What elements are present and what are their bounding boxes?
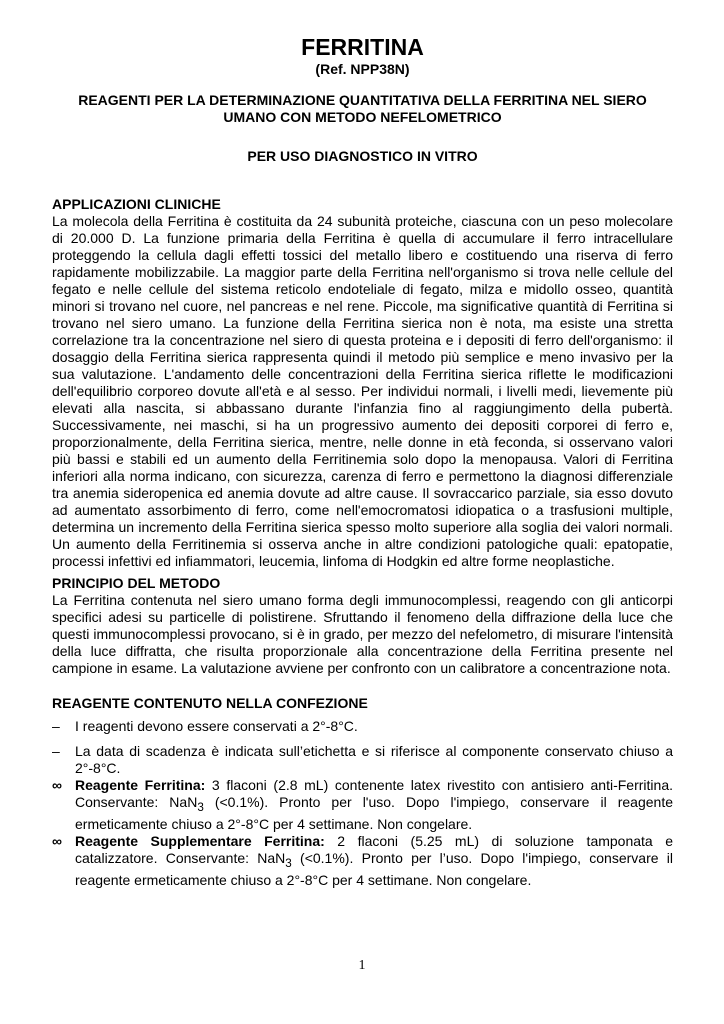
document-title: FERRITINA — [301, 34, 424, 60]
dash-bullet-icon — [52, 718, 70, 735]
list-item — [52, 718, 673, 735]
reagent-text: 2 flaconi (5.25 mL) di soluzione tamponata e catalizzatore. Conservante: NaN — [75, 832, 673, 866]
document-page — [52, 34, 673, 889]
product-reference: (Ref. NPP38N) — [315, 61, 410, 77]
infinity-bullet-icon — [52, 833, 70, 850]
reagent-text: (<0.1%). Pronto per l'uso. Dopo l'impiego, conservare il reagente ermeticamente chiuso a 2°-8°C per 4 settimane. Non congelare. — [75, 794, 673, 832]
reagent-text: (<0.1%). Pronto per l’uso. Dopo l'impiego, conservare il reagente ermeticamente chiuso a 2°-8°C per 4 settimane. Non congelare. — [75, 849, 673, 888]
infinity-bullet-icon — [52, 777, 70, 794]
section-heading-principio: PRINCIPIO DEL METODO — [52, 575, 221, 591]
applicazioni-text: La molecola della Ferritina è costituita da 24 subunità proteiche, ciascuna con un peso molecolare di 20.000 D. La funzione primaria della Ferritina è quella di accumulare il ferro intracellulare proteggendo la cellula dagli effetti tossici del metallo libero e costituendo una riserva di ferro rapidamente mobilizzabile. La maggior parte della Ferritina nell'organismo si trova nelle cellule del fegato e nelle cellule del sistema reticolo endoteliale di fegato, milza e midollo osseo, quantità minori si trovano nel cuore, nel pancreas e nel rene. Piccole, ma significative quantità di Ferritina si trovano nel siero umano. La funzione della Ferritina sierica non è nota, ma esiste una stretta correlazione tra la concentrazione nel siero di questa proteina e i depositi di ferro dell'organismo: il dosaggio della Ferritina sierica rappresenta quindi il metodo più semplice e meno invasivo per la sua valutazione. L'andamento delle concentrazioni della Ferritina sierica riflette le modificazioni dell'equilibrio corporeo dovute all'età e al sesso. Per individui normali, i livelli medi, lievemente più elevati alla nascita, si abbassano durante l'infanzia fino al raggiungimento della pubertà. Successivamente, nei maschi, si ha un progressivo aumento dei depositi corporei di ferro e, proporzionalmente, della Ferritina sierica, mentre, nelle donne in età feconda, si osservano valori più bassi e stabili ed un aumento della Ferritinemia solo dopo la menopausa. Valori di Ferritina inferiori alla norma indicano, con sicurezza, carenza di ferro e permettono la diagnosi differenziale tra anemia sideropenica ed anemia dovute ad altre cause. Il sovraccarico parziale, sia esso dovuto ad aumentato assorbimento di ferro, come nell'emocromatosi idiopatica o a trasfusioni multiple, determina un incremento della Ferritina sierica spesso molto superiore alla soglia dei valori normali. Un aumento della Ferritinemia si osserva anche in altre condizioni patologiche quali: epatopatie, processi infettivi ed infiammatori, leucemia, linfoma di Hodgkin ed altre forme neoplastiche. — [52, 213, 673, 569]
document-subtitle: REAGENTI PER LA DETERMINAZIONE QUANTITATIVA DELLA FERRITINA NEL SIERO UMANO CON METODO NEFELOMETRICO — [78, 92, 647, 125]
list-item — [52, 833, 673, 889]
section-heading-reagente: REAGENTE CONTENUTO NELLA CONFEZIONE — [52, 695, 368, 711]
reagente-list — [52, 718, 673, 889]
reagent-label: Reagente Ferritina: — [75, 777, 206, 793]
section-heading-applicazioni: APPLICAZIONI CLINICHE — [52, 196, 221, 212]
dash-bullet-icon — [52, 743, 70, 760]
subscript: 3 — [285, 856, 292, 870]
reagent-label: Reagente Supplementare Ferritina: — [75, 832, 325, 849]
diagnostic-use-note: PER USO DIAGNOSTICO IN VITRO — [247, 148, 478, 164]
principio-text: La Ferritina contenuta nel siero umano forma degli immunocomplessi, reagendo con gli anticorpi specifici adesi su particelle di polistirene. Sfruttando il fenomeno della diffrazione della luce che questi immunocomplessi provocano, si è in grado, per mezzo del nefelometro, di misurare l'intensità della luce diffratta, che risulta proporzionale alla concentrazione della Ferritina presente nel campione in esame. La valutazione avviene per confronto con un calibratore a concentrazione nota. — [52, 592, 673, 676]
list-item — [52, 743, 673, 777]
note-text: La data di scadenza è indicata sull’etichetta e si riferisce al componente conservato chiuso a 2°-8°C. — [75, 743, 673, 776]
page-number: 1 — [358, 958, 366, 973]
list-item — [52, 777, 673, 833]
reagent-text: 3 flaconi (2.8 mL) contenente latex rivestito con antisiero anti-Ferritina. Conservante: NaN — [75, 777, 673, 810]
note-text: I reagenti devono essere conservati a 2°-8°C. — [75, 718, 358, 734]
subscript: 3 — [197, 800, 204, 814]
